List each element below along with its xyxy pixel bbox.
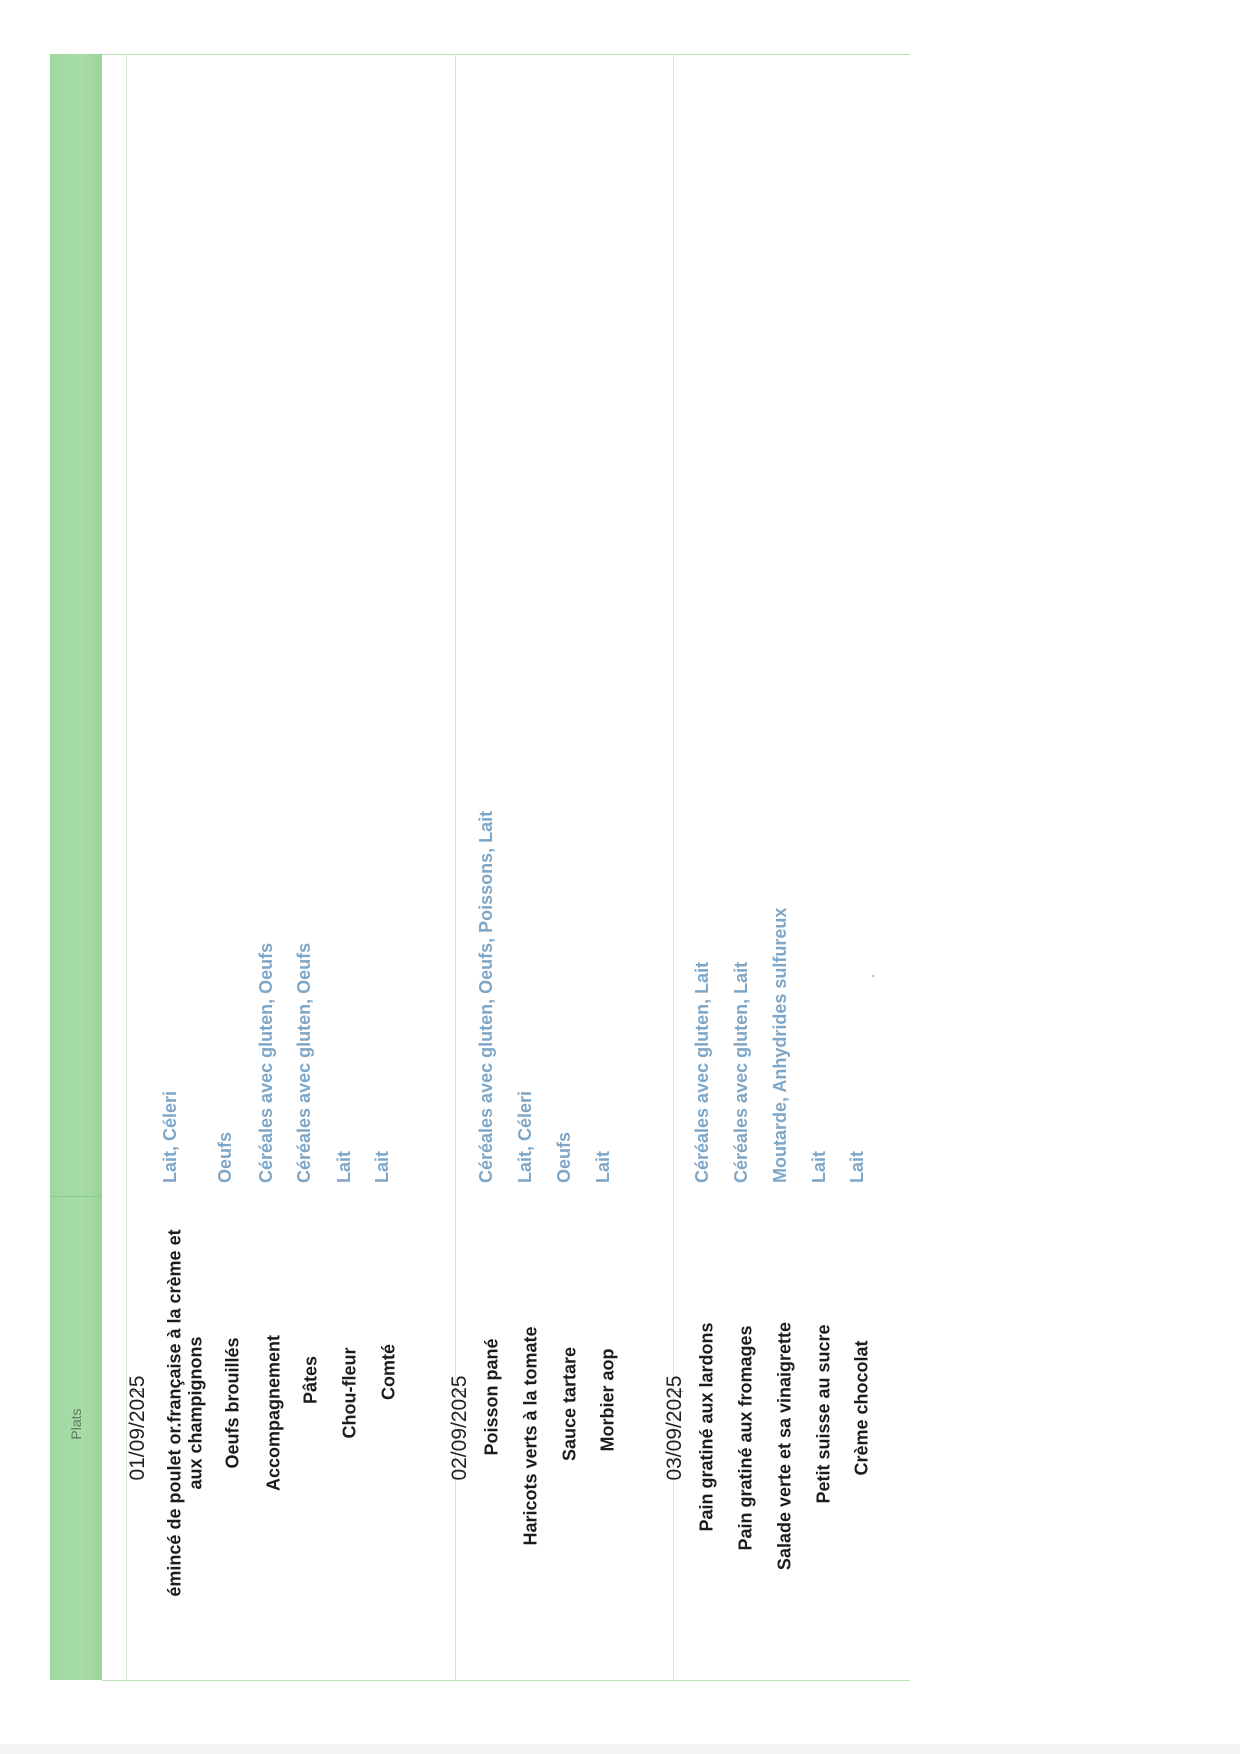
- dish-name: Crème chocolat: [851, 1340, 872, 1476]
- allergen-list: Lait: [593, 1150, 613, 1183]
- scan-bottom-edge: [0, 1744, 1240, 1754]
- dish-name: [164, 1229, 205, 1596]
- allergen-list: Oeufs: [215, 1131, 235, 1183]
- allergen-list: Céréales avec gluten, Oeufs: [256, 942, 276, 1183]
- dish-name: Morbier aop: [597, 1348, 618, 1452]
- allergen-list: Lait: [372, 1150, 392, 1183]
- scan-speck: [872, 975, 874, 977]
- dish-name: Pain gratiné aux fromages: [735, 1325, 756, 1551]
- dish-name: Accompagnement: [263, 1334, 284, 1492]
- allergen-list: Céréales avec gluten, Oeufs: [294, 942, 314, 1183]
- dish-name-text: émincé de poulet or.française à la crème et aux champignons: [164, 1229, 205, 1597]
- table-bottom-line: [102, 1680, 910, 1681]
- allergen-list: Céréales avec gluten, Oeufs, Poissons, Lait: [476, 810, 496, 1183]
- table-top-line: [102, 54, 910, 55]
- allergen-list: Céréales avec gluten, Lait: [692, 961, 712, 1183]
- dish-name: Pâtes: [300, 1355, 321, 1405]
- allergen-list: Oeufs: [554, 1131, 574, 1183]
- header-label-plats: Plats: [68, 1408, 84, 1440]
- allergen-list: Lait: [847, 1150, 867, 1183]
- dish-name: Salade verte et sa vinaigrette: [774, 1321, 795, 1571]
- dish-name: Comté: [378, 1343, 399, 1401]
- dish-name: Haricots verts à la tomate: [520, 1326, 541, 1546]
- date-label: 01/09/2025: [125, 1375, 149, 1481]
- dish-name: Poisson pané: [481, 1338, 502, 1456]
- allergen-list: Lait, Céleri: [160, 1090, 180, 1183]
- dish-name: Pain gratiné aux lardons: [696, 1322, 717, 1532]
- header-column-divider: [50, 1196, 102, 1197]
- dish-name: Petit suisse au sucre: [813, 1324, 834, 1504]
- allergen-list: Moutarde, Anhydrides sulfureux: [770, 907, 790, 1183]
- allergen-list: Lait, Céleri: [515, 1090, 535, 1183]
- allergen-list: Lait: [334, 1150, 354, 1183]
- dish-name: Oeufs brouillés: [222, 1337, 243, 1469]
- date-label: 02/09/2025: [447, 1375, 471, 1481]
- dish-name: Sauce tartare: [559, 1346, 580, 1462]
- allergen-list: Céréales avec gluten, Lait: [731, 961, 751, 1183]
- date-label: 03/09/2025: [662, 1375, 686, 1481]
- dish-name: Chou-fleur: [339, 1347, 360, 1439]
- allergen-list: Lait: [809, 1150, 829, 1183]
